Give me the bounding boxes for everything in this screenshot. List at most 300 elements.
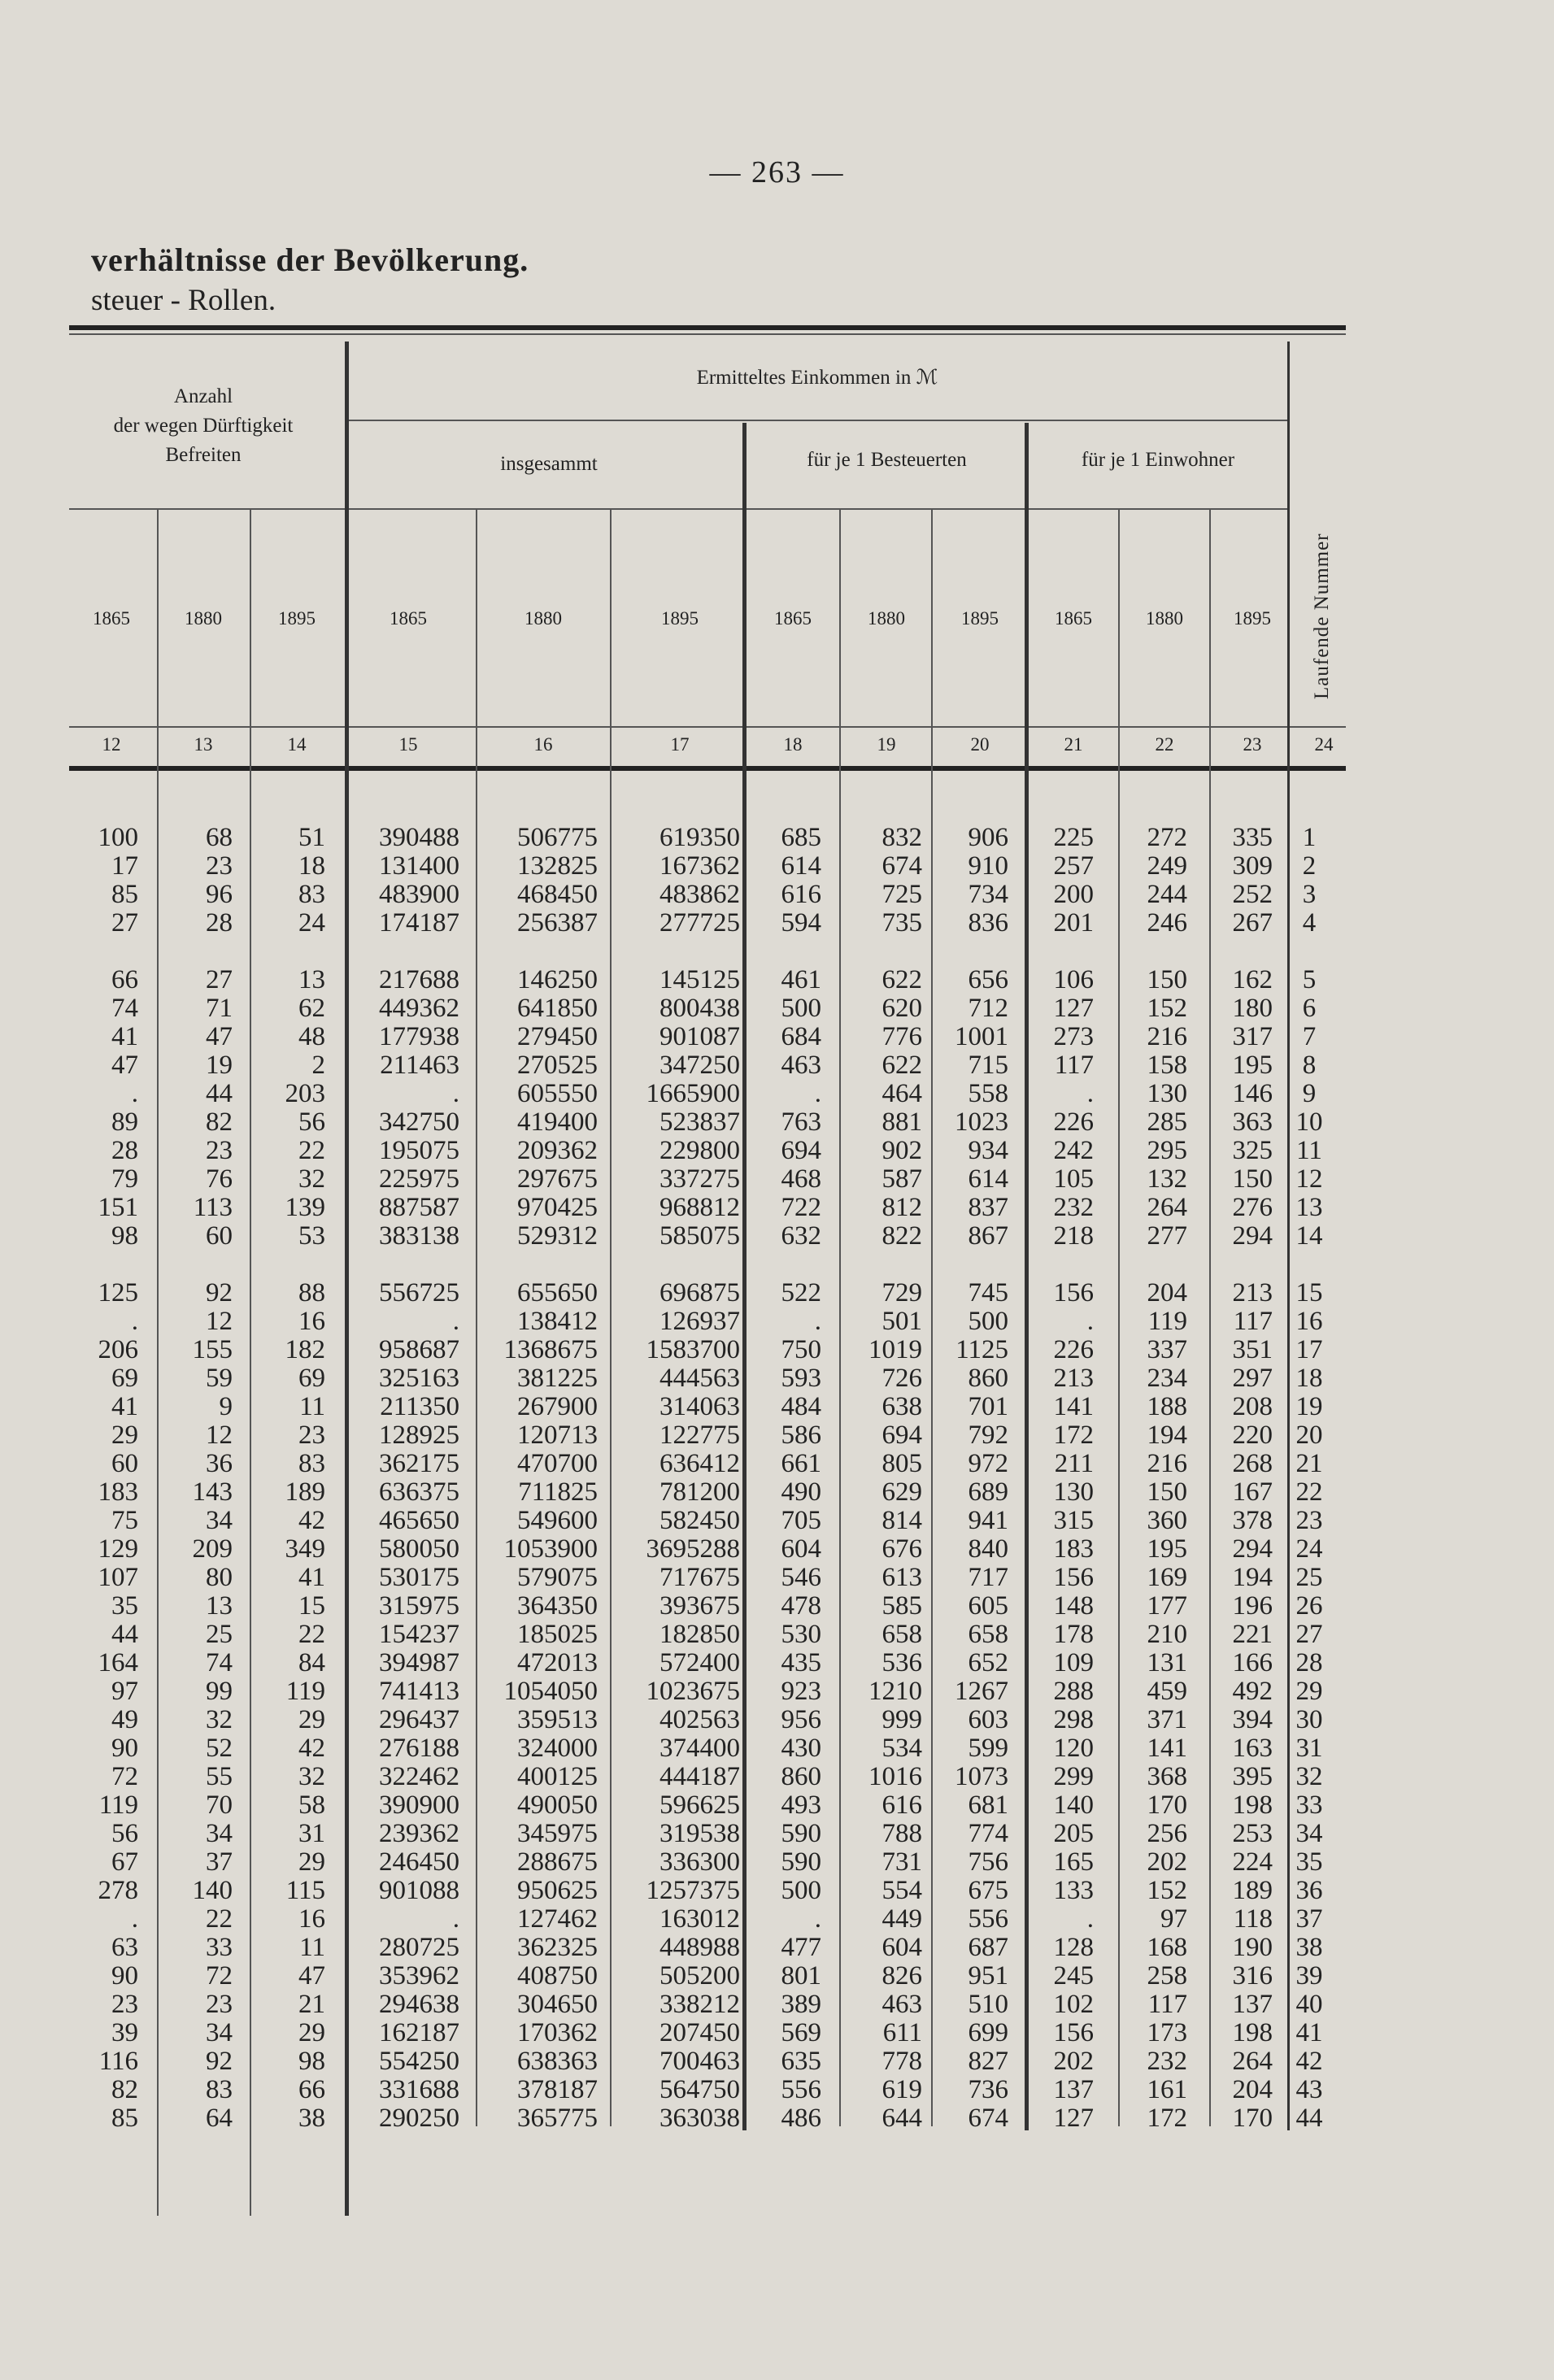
table-cell: 55 bbox=[206, 1762, 233, 1791]
table-cell: 774 bbox=[968, 1819, 1008, 1848]
table-row bbox=[0, 1962, 1554, 1991]
year-header: 1880 bbox=[525, 608, 562, 629]
table-cell: 800438 bbox=[659, 994, 740, 1023]
table-cell: 881 bbox=[881, 1107, 922, 1137]
table-cell: 359513 bbox=[517, 1705, 598, 1734]
table-cell: 554 bbox=[881, 1876, 922, 1905]
table-cell: 32 bbox=[206, 1705, 233, 1734]
table-cell: 21 bbox=[298, 1990, 325, 2019]
table-cell: 279450 bbox=[517, 1022, 598, 1051]
table-cell: 378 bbox=[1232, 1506, 1273, 1535]
table-cell: 39 bbox=[1295, 1961, 1323, 1991]
table-cell: 1001 bbox=[955, 1022, 1008, 1051]
table-cell: 781200 bbox=[659, 1477, 740, 1507]
table-cell: 490 bbox=[781, 1477, 821, 1507]
table-cell: 345975 bbox=[517, 1819, 598, 1848]
table-cell: 712 bbox=[968, 994, 1008, 1023]
table-cell: 299 bbox=[1053, 1762, 1094, 1791]
table-cell: 27 bbox=[206, 965, 233, 994]
table-cell: 178 bbox=[1053, 1620, 1094, 1649]
table-cell: 923 bbox=[781, 1677, 821, 1706]
table-cell: 736 bbox=[968, 2075, 1008, 2104]
table-cell: . bbox=[1086, 1904, 1094, 1934]
table-cell: 19 bbox=[206, 1051, 233, 1080]
table-cell: 119 bbox=[98, 1790, 138, 1820]
table-cell: 83 bbox=[206, 2075, 233, 2104]
table-cell: 15 bbox=[1295, 1278, 1323, 1307]
table-cell: 76 bbox=[206, 1164, 233, 1194]
table-cell: 546 bbox=[781, 1563, 821, 1592]
table-cell: 901087 bbox=[659, 1022, 740, 1051]
table-cell: 970425 bbox=[517, 1193, 598, 1222]
table-cell: 29 bbox=[1295, 1677, 1323, 1706]
table-cell: 70 bbox=[206, 1790, 233, 1820]
table-cell: 605550 bbox=[517, 1079, 598, 1108]
table-cell: 131400 bbox=[379, 851, 459, 881]
table-cell: 83 bbox=[298, 880, 325, 909]
table-cell: 56 bbox=[111, 1819, 138, 1848]
column-number: 19 bbox=[877, 734, 896, 755]
table-cell: 218 bbox=[1053, 1221, 1094, 1251]
table-cell: 216 bbox=[1147, 1449, 1187, 1478]
table-cell: 188 bbox=[1147, 1392, 1187, 1421]
table-cell: 150 bbox=[1147, 1477, 1187, 1507]
table-cell: 378187 bbox=[517, 2075, 598, 2104]
table-cell: 38 bbox=[1295, 1933, 1323, 1962]
table-cell: 163 bbox=[1232, 1734, 1273, 1763]
table-cell: 107 bbox=[98, 1563, 138, 1592]
table-cell: 832 bbox=[881, 823, 922, 852]
table-cell: 177 bbox=[1147, 1591, 1187, 1621]
page-subtitle: steuer - Rollen. bbox=[91, 284, 276, 317]
table-cell: 117 bbox=[1147, 1990, 1187, 2019]
table-row bbox=[0, 1621, 1554, 1649]
table-cell: 459 bbox=[1147, 1677, 1187, 1706]
table-row bbox=[0, 1649, 1554, 1677]
table-cell: 635 bbox=[781, 2047, 821, 2076]
table-cell: 158 bbox=[1147, 1051, 1187, 1080]
table-row bbox=[0, 1023, 1554, 1051]
table-cell: 522 bbox=[781, 1278, 821, 1307]
table-cell: 470700 bbox=[517, 1449, 598, 1478]
column-number: 23 bbox=[1243, 734, 1262, 755]
column-number: 18 bbox=[783, 734, 803, 755]
table-cell: 278 bbox=[98, 1876, 138, 1905]
table-cell: 1257375 bbox=[646, 1876, 740, 1905]
table-cell: 298 bbox=[1053, 1705, 1094, 1734]
table-cell: 172 bbox=[1053, 1421, 1094, 1450]
table-row bbox=[0, 1706, 1554, 1734]
table-cell: 35 bbox=[1295, 1847, 1323, 1877]
table-row bbox=[0, 994, 1554, 1023]
table-cell: 213 bbox=[1053, 1364, 1094, 1393]
table-cell: 444563 bbox=[659, 1364, 740, 1393]
table-cell: . bbox=[452, 1079, 459, 1108]
table-cell: 290250 bbox=[379, 2104, 459, 2133]
table-cell: 492 bbox=[1232, 1677, 1273, 1706]
table-cell: 127 bbox=[1053, 2104, 1094, 2133]
table-cell: 351 bbox=[1232, 1335, 1273, 1364]
table-cell: 349 bbox=[285, 1534, 325, 1564]
table-row bbox=[0, 1905, 1554, 1934]
table-cell: 614 bbox=[781, 851, 821, 881]
table-cell: 605 bbox=[968, 1591, 1008, 1621]
column-number: 21 bbox=[1064, 734, 1083, 755]
table-cell: 194 bbox=[1147, 1421, 1187, 1450]
table-cell: 35 bbox=[111, 1591, 138, 1621]
table-cell: 190 bbox=[1232, 1933, 1273, 1962]
table-cell: 717 bbox=[968, 1563, 1008, 1592]
table-cell: 644 bbox=[881, 2104, 922, 2133]
header-befreite-line-2: der wegen Dürftigkeit bbox=[113, 415, 294, 437]
column-number: 12 bbox=[102, 734, 121, 755]
table-cell: 629 bbox=[881, 1477, 922, 1507]
table-cell: 201 bbox=[1053, 908, 1094, 938]
table-cell: 220 bbox=[1232, 1421, 1273, 1450]
table-cell: 256 bbox=[1147, 1819, 1187, 1848]
table-cell: 152 bbox=[1147, 994, 1187, 1023]
table-cell: 658 bbox=[881, 1620, 922, 1649]
table-cell: 337 bbox=[1147, 1335, 1187, 1364]
table-cell: 195 bbox=[1147, 1534, 1187, 1564]
table-cell: 860 bbox=[781, 1762, 821, 1791]
table-row bbox=[0, 1763, 1554, 1791]
table-cell: 64 bbox=[206, 2104, 233, 2133]
table-cell: 23 bbox=[206, 1990, 233, 2019]
table-cell: 23 bbox=[1295, 1506, 1323, 1535]
table-cell: 579075 bbox=[517, 1563, 598, 1592]
table-cell: 701 bbox=[968, 1392, 1008, 1421]
table-cell: 661 bbox=[781, 1449, 821, 1478]
table-cell: 500 bbox=[781, 1876, 821, 1905]
table-cell: 217688 bbox=[379, 965, 459, 994]
table-cell: 27 bbox=[111, 908, 138, 938]
table-cell: 37 bbox=[206, 1847, 233, 1877]
table-cell: 656 bbox=[968, 965, 1008, 994]
table-cell: 556725 bbox=[379, 1278, 459, 1307]
table-cell: 100 bbox=[98, 823, 138, 852]
table-cell: 331688 bbox=[379, 2075, 459, 2104]
table-row bbox=[0, 2076, 1554, 2104]
table-cell: 556 bbox=[781, 2075, 821, 2104]
table-cell: 972 bbox=[968, 1449, 1008, 1478]
table-cell: 1023 bbox=[955, 1107, 1008, 1137]
table-cell: 4 bbox=[1302, 908, 1317, 938]
page-title: verhältnisse der Bevölkerung. bbox=[91, 241, 529, 278]
table-cell: 225975 bbox=[379, 1164, 459, 1194]
table-cell: 696875 bbox=[659, 1278, 740, 1307]
table-cell: 335 bbox=[1232, 823, 1273, 852]
table-cell: 468450 bbox=[517, 880, 598, 909]
table-cell: 1583700 bbox=[646, 1335, 740, 1364]
table-cell: 207450 bbox=[659, 2018, 740, 2047]
table-cell: 906 bbox=[968, 823, 1008, 852]
table-cell: 168 bbox=[1147, 1933, 1187, 1962]
table-cell: 151 bbox=[98, 1193, 138, 1222]
table-cell: 390488 bbox=[379, 823, 459, 852]
table-cell: 60 bbox=[111, 1449, 138, 1478]
table-row bbox=[0, 2019, 1554, 2047]
table-cell: 1016 bbox=[868, 1762, 922, 1791]
table-cell: 40 bbox=[1295, 1990, 1323, 2019]
table-cell: 611 bbox=[882, 2018, 922, 2047]
table-cell: 172 bbox=[1147, 2104, 1187, 2133]
table-cell: 837 bbox=[968, 1193, 1008, 1222]
table-cell: 564750 bbox=[659, 2075, 740, 2104]
table-cell: 510 bbox=[968, 1990, 1008, 2019]
table-row bbox=[0, 1877, 1554, 1905]
table-cell: 18 bbox=[298, 851, 325, 881]
year-header: 1895 bbox=[278, 608, 316, 629]
table-cell: 72 bbox=[206, 1961, 233, 1991]
table-cell: 523837 bbox=[659, 1107, 740, 1137]
table-cell: 319538 bbox=[659, 1819, 740, 1848]
table-cell: 368 bbox=[1147, 1762, 1187, 1791]
table-cell: 150 bbox=[1232, 1164, 1273, 1194]
table-cell: 788 bbox=[881, 1819, 922, 1848]
table-cell: 622 bbox=[881, 965, 922, 994]
table-cell: 209362 bbox=[517, 1136, 598, 1165]
table-row bbox=[0, 1080, 1554, 1108]
column-number: 14 bbox=[287, 734, 307, 755]
table-cell: 195075 bbox=[379, 1136, 459, 1165]
table-cell: . bbox=[131, 1307, 138, 1336]
table-cell: 14 bbox=[1295, 1221, 1323, 1251]
table-cell: 154237 bbox=[379, 1620, 459, 1649]
table-cell: 97 bbox=[1160, 1904, 1187, 1934]
table-cell: . bbox=[814, 1904, 821, 1934]
table-cell: 1 bbox=[1302, 823, 1317, 852]
table-cell: 21 bbox=[1295, 1449, 1323, 1478]
table-cell: 371 bbox=[1147, 1705, 1187, 1734]
table-cell: 419400 bbox=[517, 1107, 598, 1137]
table-cell: 120713 bbox=[517, 1421, 598, 1450]
table-cell: 203 bbox=[285, 1079, 325, 1108]
table-cell: 304650 bbox=[517, 1990, 598, 2019]
table-cell: 196 bbox=[1232, 1591, 1273, 1621]
table-cell: 614 bbox=[968, 1164, 1008, 1194]
table-cell: 687 bbox=[968, 1933, 1008, 1962]
table-cell: 5 bbox=[1302, 965, 1317, 994]
table-cell: 28 bbox=[111, 1136, 138, 1165]
table-row bbox=[0, 1279, 1554, 1307]
table-cell: 390900 bbox=[379, 1790, 459, 1820]
table-row bbox=[0, 852, 1554, 881]
header-je-einwohner: für je 1 Einwohner bbox=[1081, 449, 1235, 471]
table-cell: 41 bbox=[111, 1022, 138, 1051]
table-cell: 792 bbox=[968, 1421, 1008, 1450]
table-cell: 477 bbox=[781, 1933, 821, 1962]
table-cell: 102 bbox=[1053, 1990, 1094, 2019]
table-cell: 28 bbox=[206, 908, 233, 938]
table-cell: 826 bbox=[881, 1961, 922, 1991]
table-cell: 674 bbox=[881, 851, 922, 881]
table-cell: . bbox=[814, 1307, 821, 1336]
row-group bbox=[0, 966, 1554, 1251]
table-cell: 374400 bbox=[659, 1734, 740, 1763]
table-cell: 264 bbox=[1232, 2047, 1273, 2076]
table-cell: 15 bbox=[298, 1591, 325, 1621]
table-cell: 297 bbox=[1232, 1364, 1273, 1393]
table-cell: 132 bbox=[1147, 1164, 1187, 1194]
year-header: 1895 bbox=[1234, 608, 1271, 629]
table-cell: 42 bbox=[298, 1506, 325, 1535]
table-cell: 910 bbox=[968, 851, 1008, 881]
table-cell: 363 bbox=[1232, 1107, 1273, 1137]
table-cell: 294 bbox=[1232, 1221, 1273, 1251]
table-cell: 224 bbox=[1232, 1847, 1273, 1877]
table-cell: 448988 bbox=[659, 1933, 740, 1962]
table-cell: 17 bbox=[1295, 1335, 1323, 1364]
table-cell: 603 bbox=[968, 1705, 1008, 1734]
table-cell: 37 bbox=[1295, 1904, 1323, 1934]
table-cell: 586 bbox=[781, 1421, 821, 1450]
header-befreite-line-3: Befreiten bbox=[165, 444, 242, 466]
table-cell: . bbox=[452, 1904, 459, 1934]
table-cell: 117 bbox=[1233, 1307, 1273, 1336]
table-cell: 958687 bbox=[379, 1335, 459, 1364]
header-laufende-nummer: Laufende Nummer bbox=[1311, 533, 1333, 699]
table-cell: 226 bbox=[1053, 1335, 1094, 1364]
table-cell: 465650 bbox=[379, 1506, 459, 1535]
table-cell: 530175 bbox=[379, 1563, 459, 1592]
table-cell: 569 bbox=[781, 2018, 821, 2047]
table-cell: 745 bbox=[968, 1278, 1008, 1307]
table-cell: 294638 bbox=[379, 1990, 459, 2019]
table-cell: 170 bbox=[1147, 1790, 1187, 1820]
table-cell: 204 bbox=[1147, 1278, 1187, 1307]
table-cell: 675 bbox=[968, 1876, 1008, 1905]
year-header: 1865 bbox=[390, 608, 427, 629]
top-rule-thin bbox=[69, 333, 1346, 335]
table-cell: 801 bbox=[781, 1961, 821, 1991]
table-cell: 478 bbox=[781, 1591, 821, 1621]
table-cell: 122775 bbox=[659, 1421, 740, 1450]
table-cell: 229800 bbox=[659, 1136, 740, 1165]
table-cell: 394987 bbox=[379, 1648, 459, 1677]
table-cell: 741413 bbox=[379, 1677, 459, 1706]
table-cell: 270525 bbox=[517, 1051, 598, 1080]
table-cell: 273 bbox=[1053, 1022, 1094, 1051]
table-cell: 276 bbox=[1232, 1193, 1273, 1222]
table-cell: 347250 bbox=[659, 1051, 740, 1080]
header-divider-2 bbox=[69, 508, 1289, 510]
table-cell: 120 bbox=[1053, 1734, 1094, 1763]
table-cell: 700463 bbox=[659, 2047, 740, 2076]
table-cell: 56 bbox=[298, 1107, 325, 1137]
table-cell: 152 bbox=[1147, 1876, 1187, 1905]
table-cell: . bbox=[131, 1904, 138, 1934]
table-cell: 245 bbox=[1053, 1961, 1094, 1991]
table-cell: 941 bbox=[968, 1506, 1008, 1535]
table-cell: 901088 bbox=[379, 1876, 459, 1905]
table-cell: 195 bbox=[1232, 1051, 1273, 1080]
table-cell: 182850 bbox=[659, 1620, 740, 1649]
table-cell: 483862 bbox=[659, 880, 740, 909]
table-cell: 133 bbox=[1053, 1876, 1094, 1905]
table-cell: 118 bbox=[1233, 1904, 1273, 1934]
row-group bbox=[0, 1279, 1554, 2133]
table-cell: 130 bbox=[1053, 1477, 1094, 1507]
table-cell: 52 bbox=[206, 1734, 233, 1763]
table-cell: 167362 bbox=[659, 851, 740, 881]
column-number: 16 bbox=[533, 734, 553, 755]
table-cell: 902 bbox=[881, 1136, 922, 1165]
table-cell: 29 bbox=[111, 1421, 138, 1450]
table-cell: 19 bbox=[1295, 1392, 1323, 1421]
year-header: 1865 bbox=[1055, 608, 1092, 629]
table-cell: 681 bbox=[968, 1790, 1008, 1820]
table-cell: 150 bbox=[1147, 965, 1187, 994]
table-cell: 336300 bbox=[659, 1847, 740, 1877]
row-group bbox=[0, 824, 1554, 938]
table-cell: 8 bbox=[1302, 1051, 1317, 1080]
table-cell: 84 bbox=[298, 1648, 325, 1677]
table-cell: 381225 bbox=[517, 1364, 598, 1393]
table-cell: 632 bbox=[781, 1221, 821, 1251]
table-cell: 138412 bbox=[517, 1307, 598, 1336]
table-cell: 694 bbox=[881, 1421, 922, 1450]
table-row bbox=[0, 1991, 1554, 2019]
table-cell: 126937 bbox=[659, 1307, 740, 1336]
table-cell: 619350 bbox=[659, 823, 740, 852]
table-cell: 756 bbox=[968, 1847, 1008, 1877]
table-cell: 85 bbox=[111, 2104, 138, 2133]
year-header: 1880 bbox=[185, 608, 222, 629]
header-einkommen: Ermitteltes Einkommen in ℳ bbox=[696, 367, 938, 389]
table-cell: 156 bbox=[1053, 1278, 1094, 1307]
table-cell: 616 bbox=[781, 880, 821, 909]
table-cell: 105 bbox=[1053, 1164, 1094, 1194]
table-cell: 12 bbox=[206, 1421, 233, 1450]
table-cell: 34 bbox=[206, 1819, 233, 1848]
table-cell: 90 bbox=[111, 1734, 138, 1763]
table-cell: 11 bbox=[299, 1392, 325, 1421]
table-cell: 1054050 bbox=[503, 1677, 598, 1706]
table-cell: 658 bbox=[968, 1620, 1008, 1649]
table-cell: 25 bbox=[1295, 1563, 1323, 1592]
table-cell: 636375 bbox=[379, 1477, 459, 1507]
table-cell: 140 bbox=[192, 1876, 233, 1905]
table-cell: 315975 bbox=[379, 1591, 459, 1621]
table-cell: 60 bbox=[206, 1221, 233, 1251]
table-cell: 31 bbox=[298, 1819, 325, 1848]
table-cell: 638363 bbox=[517, 2047, 598, 2076]
table-cell: 44 bbox=[206, 1079, 233, 1108]
table-cell: 501 bbox=[881, 1307, 922, 1336]
table-cell: 41 bbox=[1295, 2018, 1323, 2047]
table-cell: 277 bbox=[1147, 1221, 1187, 1251]
table-cell: 13 bbox=[298, 965, 325, 994]
table-cell: 685 bbox=[781, 823, 821, 852]
table-cell: 34 bbox=[206, 1506, 233, 1535]
table-cell: 32 bbox=[298, 1762, 325, 1791]
table-cell: 34 bbox=[206, 2018, 233, 2047]
year-header: 1880 bbox=[1146, 608, 1183, 629]
table-cell: 449362 bbox=[379, 994, 459, 1023]
table-cell: 82 bbox=[206, 1107, 233, 1137]
table-cell: 408750 bbox=[517, 1961, 598, 1991]
table-cell: 146250 bbox=[517, 965, 598, 994]
table-cell: 822 bbox=[881, 1221, 922, 1251]
table-cell: 486 bbox=[781, 2104, 821, 2133]
table-cell: 127 bbox=[1053, 994, 1094, 1023]
table-cell: 200 bbox=[1053, 880, 1094, 909]
table-cell: 26 bbox=[1295, 1591, 1323, 1621]
table-cell: 641850 bbox=[517, 994, 598, 1023]
table-cell: 74 bbox=[111, 994, 138, 1023]
table-cell: 950625 bbox=[517, 1876, 598, 1905]
